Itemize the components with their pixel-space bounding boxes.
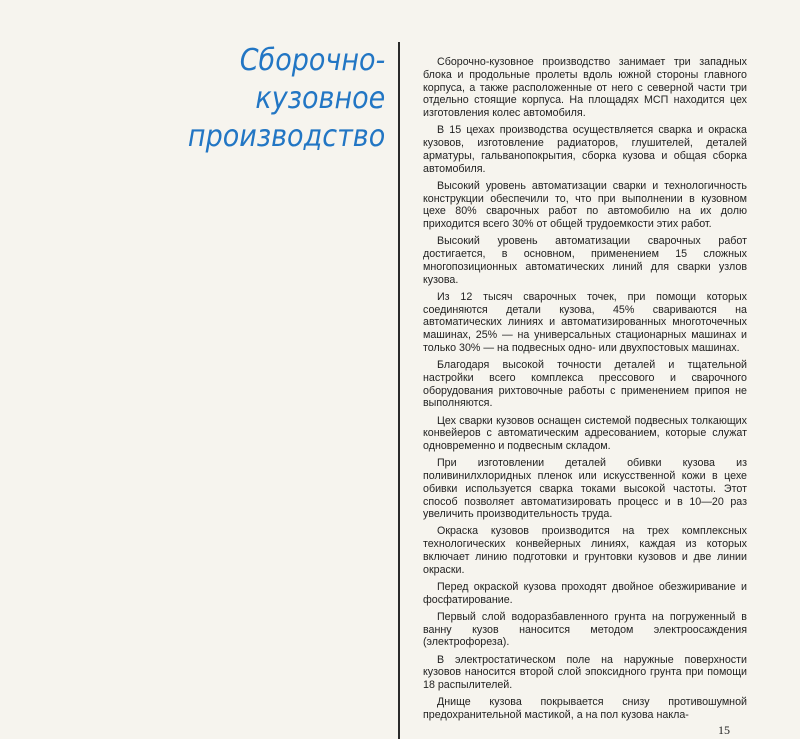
paragraph: Из 12 тысяч сварочных точек, при помощи которых соединяются детали кузова, 45% свариваются на автоматических линиях и автоматизированных многоточечных машинах, 25% — на универсальных стационарных машинах и только 30% — на подвесных одно- или двухпостовых машинах. bbox=[423, 290, 747, 354]
paragraph: Днище кузова покрывается снизу противошумной предохранительной мастикой, а на пол кузова накла- bbox=[423, 696, 747, 722]
body-text bbox=[423, 56, 747, 726]
page-number: 15 bbox=[718, 723, 730, 737]
paragraph: Высокий уровень автоматизации сварочных работ достигается, в основном, применением 15 сложных многопозиционных автоматических линий для сварки узлов кузова. bbox=[423, 235, 747, 286]
paragraph: В электростатическом поле на наружные поверхности кузовов наносится второй слой эпоксидного грунта при помощи 18 распылителей. bbox=[423, 653, 747, 692]
section-title-line-1: Сборочно- bbox=[239, 43, 385, 78]
paragraph: Цех сварки кузовов оснащен системой подвесных толкающих конвейеров с автоматическим адресованием, которые служат одновременно и подвесным складом. bbox=[423, 414, 747, 453]
section-title-line-3: производство bbox=[187, 119, 385, 154]
paragraph: Перед окраской кузова проходят двойное обезжиривание и фосфатирование. bbox=[423, 580, 747, 606]
paragraph: Окраска кузовов производится на трех комплексных технологических конвейерных линиях, каждая из которых включает линию подготовки и грунтовки кузовов и две линии окраски. bbox=[423, 525, 747, 576]
section-title-line-2: кузовное bbox=[255, 81, 385, 116]
paragraph: Благодаря высокой точности деталей и тщательной настройки всего комплекса прессового и сварочного оборудования рихтовочные работы с применением припоя не выполняются. bbox=[423, 359, 747, 410]
paragraph: При изготовлении деталей обивки кузова из поливинилхлоридных пленок или искусственной кожи в цехе обивки используется сварка токами высокой частоты. Этот способ позволяет автоматизировать процесс и в 10—20 раз увеличить производительность труда. bbox=[423, 457, 747, 521]
vertical-divider bbox=[398, 42, 400, 739]
paragraph: В 15 цехах производства осуществляется сварка и окраска кузовов, изготовление радиаторов, глушителей, деталей арматуры, гальванопокрытия, сборка кузова и общая сборка автомобиля. bbox=[423, 124, 747, 175]
paragraph: Высокий уровень автоматизации сварки и технологичность конструкции обеспечили то, что при выполнении в кузовном цехе 80% сварочных работ по автомобилю на их долю приходится всего 30% от общей трудоемкости этих работ. bbox=[423, 179, 747, 231]
section-title bbox=[188, 42, 385, 156]
paragraph: Первый слой водоразбавленного грунта на погруженный в ванну кузов наносится методом электроосаждения (электрофореза). bbox=[423, 610, 747, 649]
paragraph: Сборочно-кузовное производство занимает три западных блока и продольные пролеты вдоль южной стороны главного корпуса, а также расположенные от него с северной части три отдельно стоящие корпуса. На площадях МСП находится цех изготовления колес автомобиля. bbox=[423, 56, 747, 120]
